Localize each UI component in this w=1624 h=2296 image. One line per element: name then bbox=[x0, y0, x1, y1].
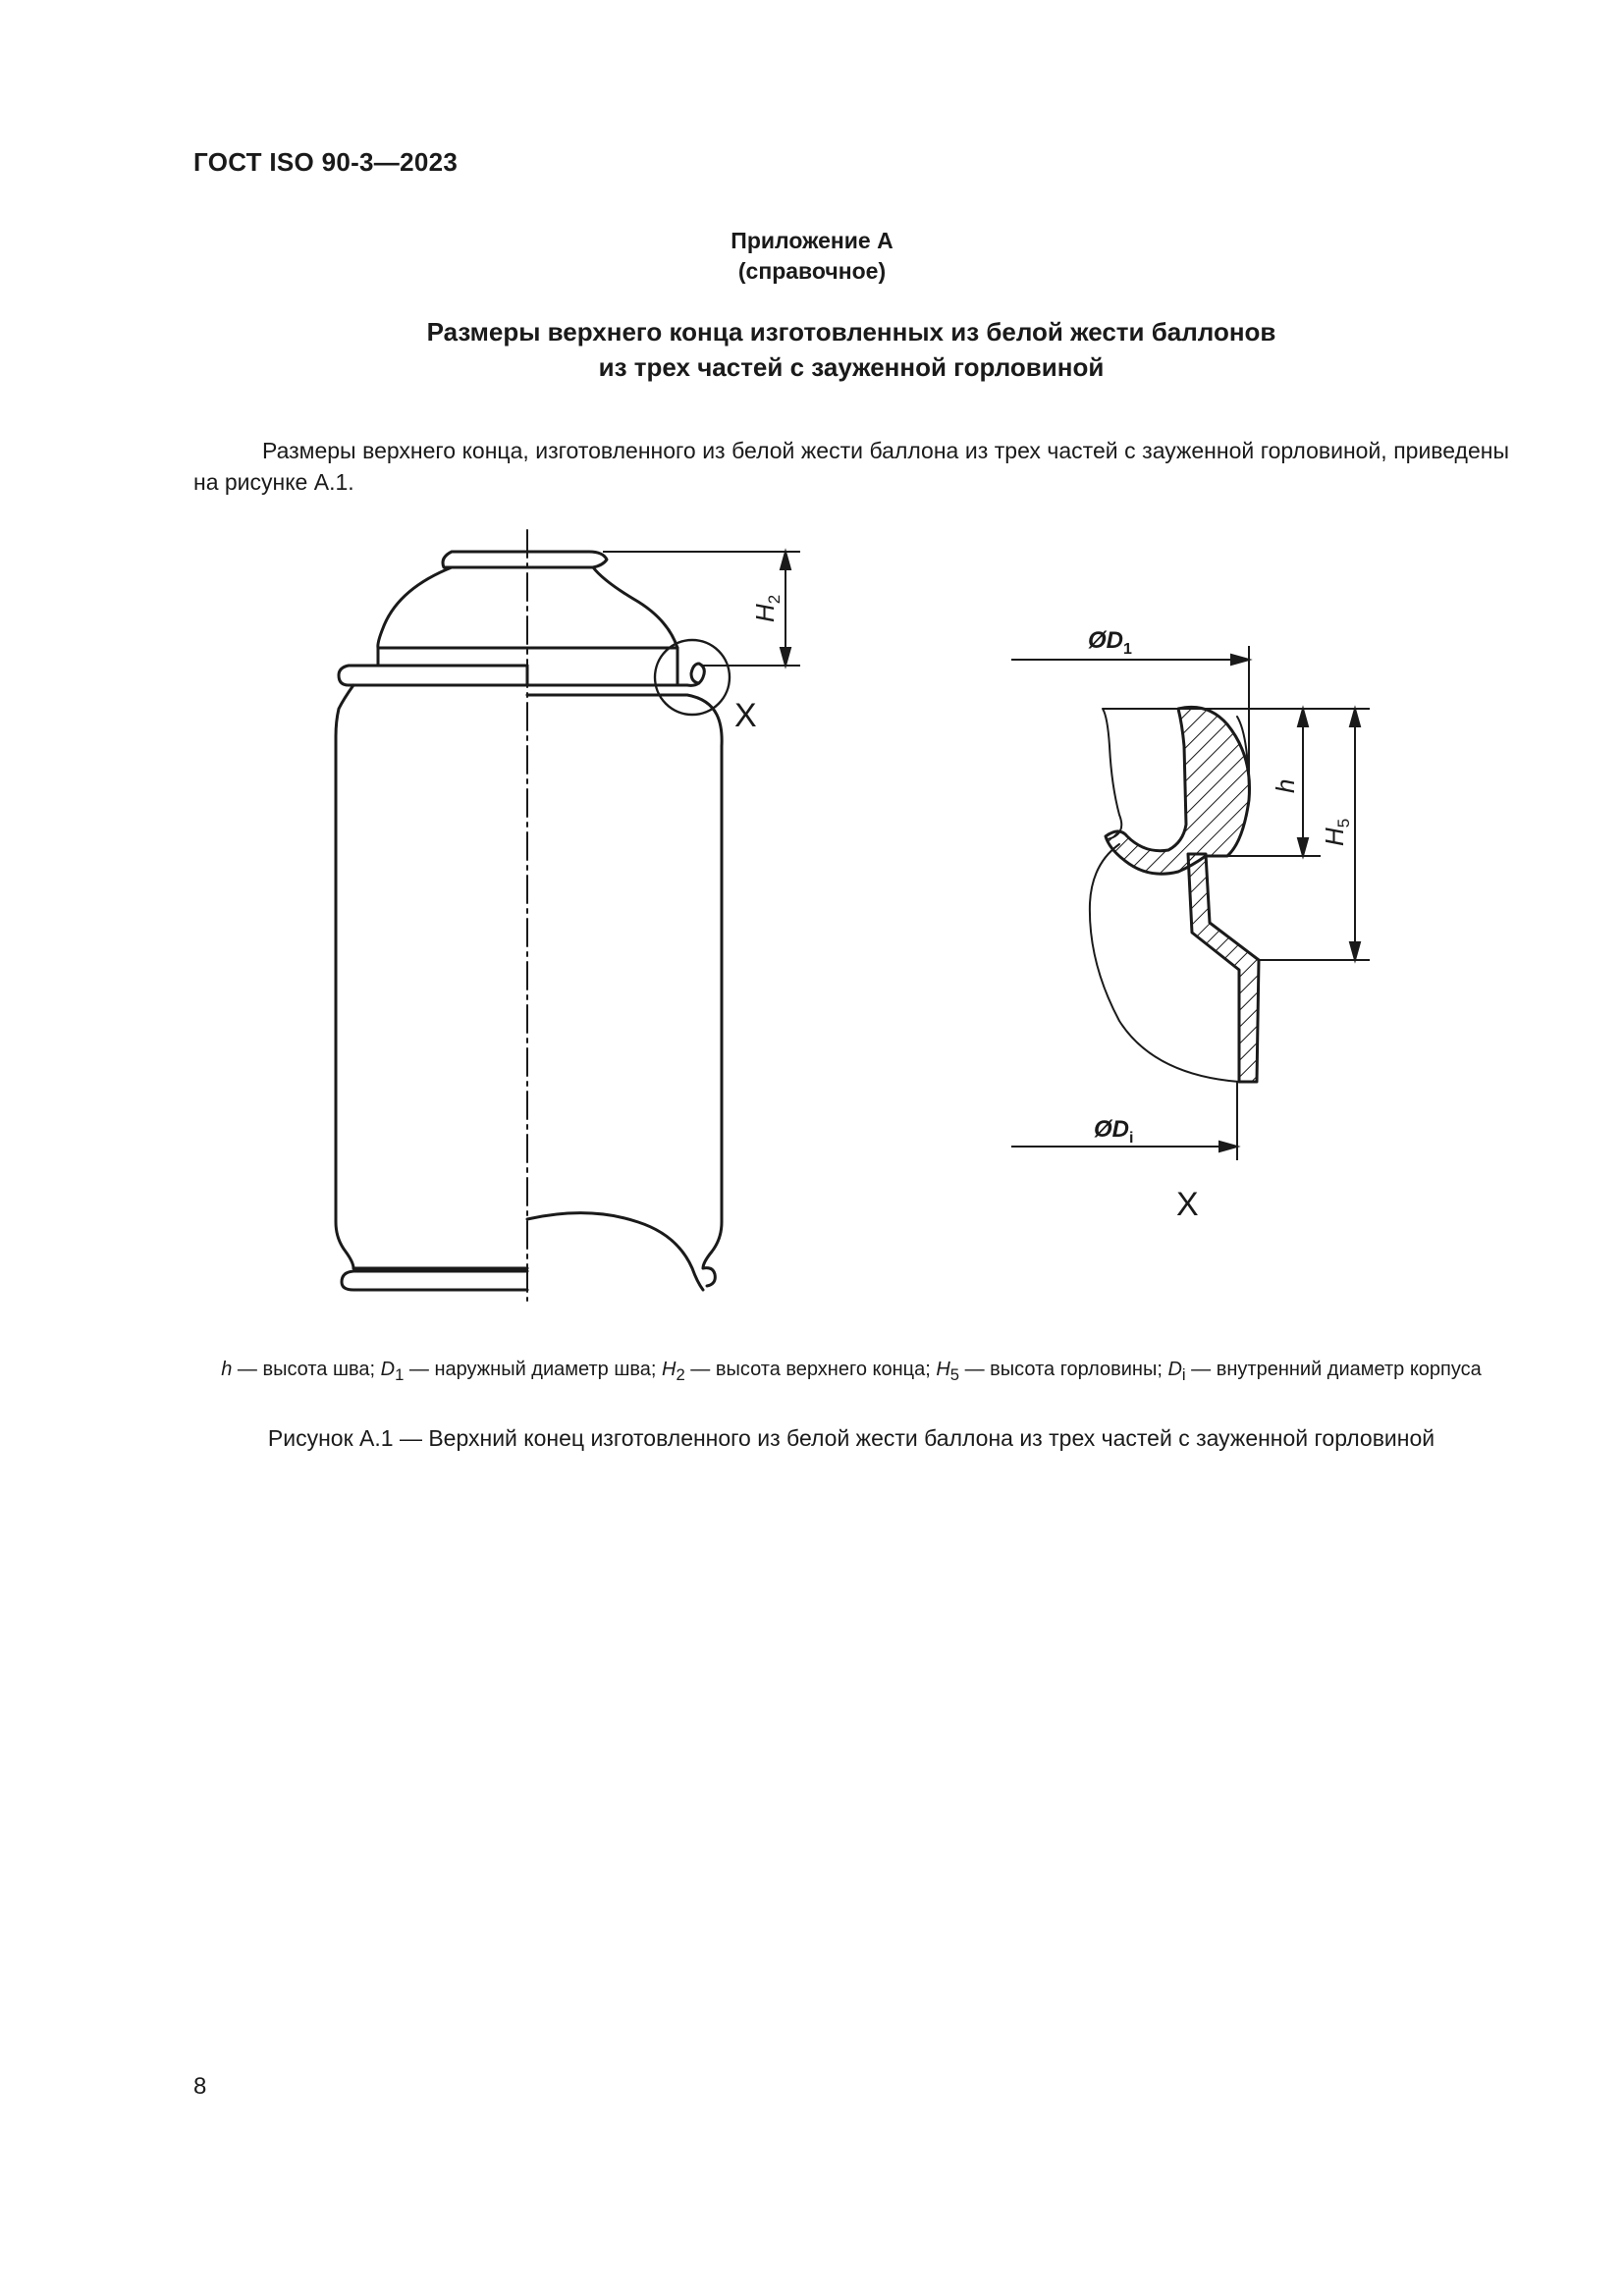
appendix-label: Приложение А bbox=[731, 228, 893, 253]
can-right-wall bbox=[703, 746, 722, 1268]
detail-x-marker: X bbox=[734, 697, 757, 734]
label-h2: $H_2$ bbox=[750, 594, 784, 622]
document-header: ГОСТ ISO 90-3—2023 bbox=[193, 147, 459, 177]
label-d1: $ØD_1$ bbox=[1088, 627, 1132, 658]
can-bottom-bead bbox=[342, 1271, 527, 1290]
figure-legend: h — высота шва; $D_1$ — наружный диаметр шва; $H_2$ — высота верхнего конца; $H_5$ — высота горловины; $D_i$ — внутренний диаметр корпуса bbox=[221, 1359, 1482, 1384]
can-left-wall bbox=[336, 685, 353, 1268]
detail-title: X bbox=[1176, 1186, 1199, 1223]
appendix-type: (справочное) bbox=[737, 258, 887, 284]
seam-curl-section bbox=[1106, 707, 1250, 874]
seam-detail-drawing bbox=[1090, 707, 1259, 1082]
seam-break-outline-top bbox=[1103, 709, 1178, 839]
figure-caption: Рисунок А.1 — Верхний конец изготовленного из белой жести баллона из трех частей с зауженной горловиной bbox=[267, 1425, 1435, 1451]
can-right-seam bbox=[527, 648, 704, 685]
can-valve-rim bbox=[443, 552, 607, 567]
label-di: $ØD_i$ bbox=[1094, 1116, 1134, 1147]
can-drawing bbox=[336, 530, 730, 1301]
label-h: h bbox=[1271, 778, 1300, 793]
seam-break-outline-bottom bbox=[1090, 844, 1239, 1082]
can-bottom-dome bbox=[527, 1213, 715, 1290]
page-number: 8 bbox=[193, 2073, 207, 2100]
body-paragraph: Размеры верхнего конца, изготовленного из белой жести баллона из трех частей с зауженной горловиной, приведены на рисунке А.1. bbox=[193, 438, 1509, 495]
appendix-title-line-2: из трех частей с зауженной горловиной bbox=[598, 352, 1105, 382]
label-h5: $H_5$ bbox=[1320, 818, 1353, 846]
seam-wall-section bbox=[1188, 854, 1259, 1082]
dimension-h5 bbox=[1259, 709, 1370, 960]
appendix-title-line-1: Размеры верхнего конца изготовленных из белой жести баллонов bbox=[426, 317, 1276, 347]
